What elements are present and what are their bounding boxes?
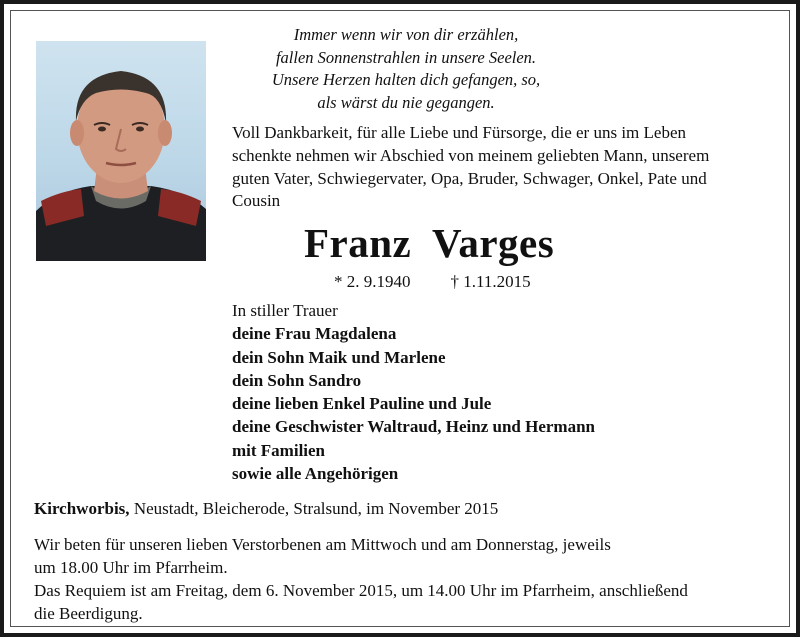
- mourner-entry: sowie alle Angehörigen: [232, 464, 399, 484]
- gratitude-line: Cousin: [232, 191, 281, 211]
- notice-line: Das Requiem ist am Freitag, dem 6. November 2015, um 14.00 Uhr im Pfarrheim, anschließend: [34, 581, 688, 600]
- notice-line: um 18.00 Uhr im Pfarrheim.: [34, 558, 228, 577]
- other-places: Neustadt, Bleicherode, Stralsund, im November 2015: [129, 499, 499, 518]
- gratitude-text: [232, 122, 782, 213]
- mourner-entry: deine Geschwister Waltraud, Heinz und Hermann: [232, 417, 596, 437]
- gratitude-line: Voll Dankbarkeit, für alle Liebe und Fürsorge, die er uns im Leben: [232, 123, 687, 142]
- mourner-entry: dein Sohn Maik und Marlene: [232, 347, 446, 367]
- gratitude-line: schenkte nehmen wir Abschied von meinem geliebten Mann, unserem: [232, 145, 710, 165]
- main-place: Kirchworbis,: [34, 499, 130, 518]
- notice-line: die Beerdigung.: [34, 604, 143, 623]
- mourner-entry: deine Frau Magdalena: [232, 324, 397, 344]
- notice-line: Wir beten für unseren lieben Verstorbenen am Mittwoch und am Donnerstag, jeweils: [34, 535, 611, 554]
- mourners-list: [232, 299, 595, 485]
- deceased-name: [304, 219, 704, 267]
- gratitude-line: guten Vater, Schwiegervater, Opa, Bruder, Schwager, Onkel, Pate und: [232, 168, 707, 188]
- birth-date: * 2. 9.1940: [334, 272, 411, 291]
- last-name: Varges: [432, 220, 555, 266]
- poem: [226, 24, 586, 114]
- first-name: Franz: [304, 220, 412, 266]
- mourner-entry: deine lieben Enkel Pauline und Jule: [232, 394, 492, 414]
- life-dates: [334, 272, 531, 292]
- mourner-entry: mit Familien: [232, 440, 326, 460]
- poem-line: als wärst du nie gegangen.: [317, 92, 495, 112]
- poem-line: fallen Sonnenstrahlen in unsere Seelen.: [275, 47, 537, 67]
- place-and-date: [34, 499, 498, 519]
- poem-line: Unsere Herzen halten dich gefangen, so,: [271, 70, 541, 89]
- mourner-entry: dein Sohn Sandro: [232, 370, 362, 390]
- service-notice: [34, 533, 774, 625]
- portrait-photo: [36, 41, 206, 261]
- mourning-heading: In stiller Trauer: [232, 301, 338, 320]
- poem-line: Immer wenn wir von dir erzählen,: [293, 25, 519, 44]
- death-date: † 1.11.2015: [450, 272, 531, 291]
